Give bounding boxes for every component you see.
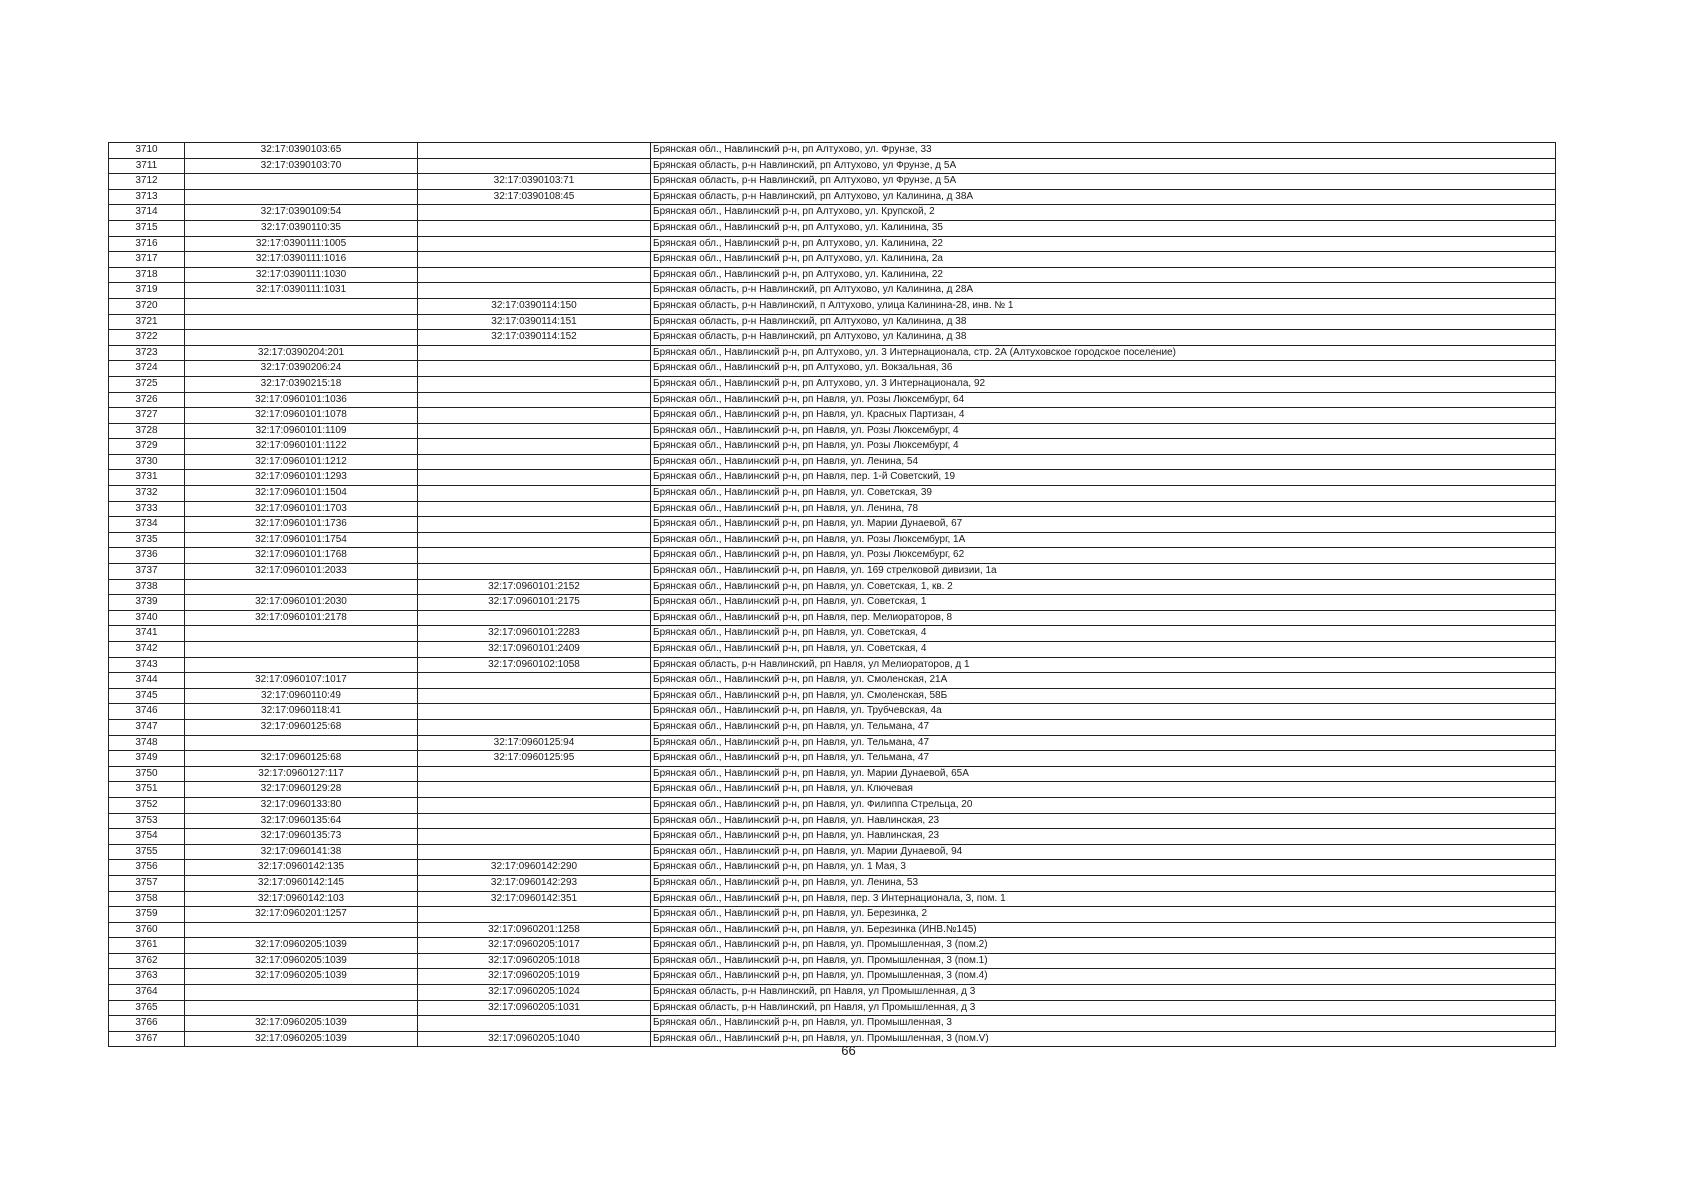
cadastral-number-building-cell [418,548,651,564]
table-row [109,376,1556,392]
table-row [109,330,1556,346]
cadastral-number-building-cell: 32:17:0960205:1019 [418,969,651,985]
row-number-cell: 3752 [109,797,185,813]
cadastral-number-cell [185,174,418,190]
row-number-cell: 3738 [109,579,185,595]
cadastral-number-building-cell [418,813,651,829]
cadastral-number-cell [185,189,418,205]
row-number-cell: 3732 [109,486,185,502]
table-row [109,610,1556,626]
cadastral-number-building-cell [418,408,651,424]
row-number-cell: 3718 [109,267,185,283]
cadastral-number-cell: 32:17:0960101:2178 [185,610,418,626]
row-number-cell: 3731 [109,470,185,486]
cadastral-number-building-cell [418,143,651,159]
row-number-cell: 3722 [109,330,185,346]
table-row [109,1000,1556,1016]
cadastral-number-cell: 32:17:0390111:1031 [185,283,418,299]
cadastral-number-building-cell [418,439,651,455]
row-number-cell: 3755 [109,844,185,860]
address-cell: Брянская обл., Навлинский р-н, рп Навля, ул. Ключевая [651,782,1556,798]
table-row [109,408,1556,424]
table-row [109,532,1556,548]
table-row [109,907,1556,923]
cadastral-number-cell: 32:17:0960101:2033 [185,564,418,580]
cadastral-number-building-cell: 32:17:0390108:45 [418,189,651,205]
row-number-cell: 3743 [109,657,185,673]
registry-table-body [109,143,1556,1047]
address-cell: Брянская обл., Навлинский р-н, рп Навля, ул. 169 стрелковой дивизии, 1а [651,564,1556,580]
cadastral-number-building-cell: 32:17:0960205:1040 [418,1031,651,1047]
address-cell: Брянская область, р-н Навлинский, рп Алтухово, ул Калинина, д 38 [651,330,1556,346]
address-cell: Брянская обл., Навлинский р-н, рп Алтухово, ул. Крупской, 2 [651,205,1556,221]
table-row [109,548,1556,564]
row-number-cell: 3712 [109,174,185,190]
cadastral-number-building-cell: 32:17:0960101:2283 [418,626,651,642]
cadastral-number-cell: 32:17:0960101:1078 [185,408,418,424]
address-cell: Брянская обл., Навлинский р-н, рп Алтухово, ул. Калинина, 35 [651,220,1556,236]
cadastral-number-building-cell [418,766,651,782]
row-number-cell: 3746 [109,704,185,720]
cadastral-number-building-cell [418,376,651,392]
row-number-cell: 3748 [109,735,185,751]
address-cell: Брянская обл., Навлинский р-н, рп Навля, ул. Советская, 4 [651,626,1556,642]
row-number-cell: 3734 [109,517,185,533]
address-cell: Брянская область, р-н Навлинский, рп Алтухово, ул Калинина, д 38 [651,314,1556,330]
row-number-cell: 3739 [109,595,185,611]
cadastral-number-building-cell [418,486,651,502]
row-number-cell: 3714 [109,205,185,221]
address-cell: Брянская обл., Навлинский р-н, рп Алтухово, ул. Вокзальная, 36 [651,361,1556,377]
cadastral-number-cell [185,298,418,314]
table-row [109,220,1556,236]
cadastral-number-building-cell: 32:17:0960101:2175 [418,595,651,611]
table-row [109,423,1556,439]
registry-table [108,142,1556,1047]
cadastral-number-cell: 32:17:0960107:1017 [185,673,418,689]
address-cell: Брянская обл., Навлинский р-н, рп Навля, ул. Розы Люксембург, 4 [651,423,1556,439]
table-row [109,283,1556,299]
cadastral-number-building-cell [418,454,651,470]
cadastral-number-building-cell [418,205,651,221]
table-row [109,719,1556,735]
cadastral-number-building-cell [418,688,651,704]
address-cell: Брянская обл., Навлинский р-н, рп Алтухово, ул. Фрунзе, 33 [651,143,1556,159]
address-cell: Брянская обл., Навлинский р-н, рп Алтухово, ул. 3 Интернационала, 92 [651,376,1556,392]
cadastral-number-building-cell [418,907,651,923]
table-row [109,922,1556,938]
row-number-cell: 3742 [109,642,185,658]
row-number-cell: 3717 [109,252,185,268]
cadastral-number-building-cell [418,470,651,486]
address-cell: Брянская обл., Навлинский р-н, рп Навля, пер. 3 Интернационала, 3, пом. 1 [651,891,1556,907]
cadastral-number-building-cell [418,673,651,689]
row-number-cell: 3730 [109,454,185,470]
cadastral-number-building-cell: 32:17:0960101:2409 [418,642,651,658]
address-cell: Брянская обл., Навлинский р-н, рп Навля, ул. Марии Дунаевой, 67 [651,517,1556,533]
cadastral-number-building-cell: 32:17:0960201:1258 [418,922,651,938]
table-row [109,470,1556,486]
row-number-cell: 3760 [109,922,185,938]
table-row [109,891,1556,907]
address-cell: Брянская обл., Навлинский р-н, рп Навля, ул. Тельмана, 47 [651,751,1556,767]
cadastral-number-cell: 32:17:0960129:28 [185,782,418,798]
table-row [109,564,1556,580]
cadastral-number-building-cell [418,564,651,580]
cadastral-number-building-cell [418,797,651,813]
cadastral-number-cell: 32:17:0960141:38 [185,844,418,860]
page-number: 66 [841,1043,856,1058]
address-cell: Брянская область, р-н Навлинский, п Алтухово, улица Калинина-28, инв. № 1 [651,298,1556,314]
address-cell: Брянская обл., Навлинский р-н, рп Навля, ул. Трубчевская, 4а [651,704,1556,720]
address-cell: Брянская обл., Навлинский р-н, рп Навля, ул. Ленина, 54 [651,454,1556,470]
cadastral-number-cell: 32:17:0960110:49 [185,688,418,704]
table-row [109,174,1556,190]
row-number-cell: 3721 [109,314,185,330]
row-number-cell: 3719 [109,283,185,299]
address-cell: Брянская обл., Навлинский р-н, рп Навля, ул. Березинка (ИНВ.№145) [651,922,1556,938]
row-number-cell: 3749 [109,751,185,767]
row-number-cell: 3724 [109,361,185,377]
row-number-cell: 3737 [109,564,185,580]
cadastral-number-cell: 32:17:0960205:1039 [185,1016,418,1032]
address-cell: Брянская обл., Навлинский р-н, рп Навля, ул. Розы Люксембург, 4 [651,439,1556,455]
table-row [109,1016,1556,1032]
cadastral-number-building-cell [418,267,651,283]
address-cell: Брянская обл., Навлинский р-н, рп Навля, ул. Советская, 39 [651,486,1556,502]
cadastral-number-cell: 32:17:0960142:135 [185,860,418,876]
address-cell: Брянская обл., Навлинский р-н, рп Навля, ул. Советская, 1 [651,595,1556,611]
table-row [109,143,1556,159]
table-row [109,439,1556,455]
cadastral-number-building-cell [418,610,651,626]
cadastral-number-building-cell: 32:17:0960205:1018 [418,953,651,969]
cadastral-number-cell [185,735,418,751]
row-number-cell: 3747 [109,719,185,735]
cadastral-number-building-cell: 32:17:0390114:151 [418,314,651,330]
table-row [109,595,1556,611]
table-row [109,236,1556,252]
cadastral-number-building-cell: 32:17:0960102:1058 [418,657,651,673]
cadastral-number-cell: 32:17:0960142:145 [185,875,418,891]
cadastral-number-cell: 32:17:0960135:73 [185,829,418,845]
cadastral-number-building-cell [418,423,651,439]
cadastral-number-building-cell: 32:17:0960205:1031 [418,1000,651,1016]
row-number-cell: 3767 [109,1031,185,1047]
row-number-cell: 3757 [109,875,185,891]
table-row [109,797,1556,813]
row-number-cell: 3720 [109,298,185,314]
cadastral-number-cell: 32:17:0960101:2030 [185,595,418,611]
cadastral-number-cell [185,314,418,330]
table-row [109,875,1556,891]
table-row [109,454,1556,470]
row-number-cell: 3725 [109,376,185,392]
cadastral-number-cell: 32:17:0390206:24 [185,361,418,377]
address-cell: Брянская обл., Навлинский р-н, рп Навля, ул. Промышленная, 3 (пом.2) [651,938,1556,954]
cadastral-number-cell: 32:17:0960101:1036 [185,392,418,408]
row-number-cell: 3751 [109,782,185,798]
table-row [109,766,1556,782]
cadastral-number-cell: 32:17:0960125:68 [185,719,418,735]
table-row [109,314,1556,330]
row-number-cell: 3729 [109,439,185,455]
row-number-cell: 3740 [109,610,185,626]
cadastral-number-cell: 32:17:0390109:54 [185,205,418,221]
table-row [109,642,1556,658]
table-row [109,345,1556,361]
address-cell: Брянская обл., Навлинский р-н, рп Алтухово, ул. Калинина, 22 [651,236,1556,252]
row-number-cell: 3727 [109,408,185,424]
address-cell: Брянская обл., Навлинский р-н, рп Алтухово, ул. 3 Интернационала, стр. 2А (Алтуховское городское поселение) [651,345,1556,361]
address-cell: Брянская обл., Навлинский р-н, рп Навля, ул. Советская, 1, кв. 2 [651,579,1556,595]
cadastral-number-cell: 32:17:0960205:1039 [185,938,418,954]
table-row [109,829,1556,845]
cadastral-number-building-cell [418,517,651,533]
cadastral-number-building-cell: 32:17:0960125:95 [418,751,651,767]
row-number-cell: 3759 [109,907,185,923]
cadastral-number-building-cell [418,158,651,174]
cadastral-number-cell: 32:17:0390103:70 [185,158,418,174]
table-row [109,813,1556,829]
cadastral-number-building-cell [418,501,651,517]
table-row [109,969,1556,985]
address-cell: Брянская обл., Навлинский р-н, рп Навля, ул. Марии Дунаевой, 94 [651,844,1556,860]
cadastral-number-building-cell: 32:17:0960142:290 [418,860,651,876]
row-number-cell: 3761 [109,938,185,954]
cadastral-number-building-cell [418,829,651,845]
address-cell: Брянская обл., Навлинский р-н, рп Навля, ул. Советская, 4 [651,642,1556,658]
table-row [109,860,1556,876]
cadastral-number-cell: 32:17:0960101:1736 [185,517,418,533]
row-number-cell: 3728 [109,423,185,439]
address-cell: Брянская область, р-н Навлинский, рп Алтухово, ул Калинина, д 28А [651,283,1556,299]
row-number-cell: 3744 [109,673,185,689]
table-row [109,938,1556,954]
table-row [109,361,1556,377]
table-row [109,751,1556,767]
cadastral-number-cell: 32:17:0390110:35 [185,220,418,236]
cadastral-number-building-cell [418,236,651,252]
cadastral-number-building-cell [418,220,651,236]
cadastral-number-cell [185,1000,418,1016]
cadastral-number-cell [185,985,418,1001]
address-cell: Брянская обл., Навлинский р-н, рп Навля, ул. Промышленная, 3 [651,1016,1556,1032]
cadastral-number-cell: 32:17:0960101:1109 [185,423,418,439]
row-number-cell: 3745 [109,688,185,704]
cadastral-number-cell: 32:17:0390215:18 [185,376,418,392]
cadastral-number-cell: 32:17:0960125:68 [185,751,418,767]
row-number-cell: 3754 [109,829,185,845]
cadastral-number-cell: 32:17:0390103:65 [185,143,418,159]
cadastral-number-cell: 32:17:0960101:1768 [185,548,418,564]
address-cell: Брянская обл., Навлинский р-н, рп Алтухово, ул. Калинина, 2а [651,252,1556,268]
row-number-cell: 3723 [109,345,185,361]
cadastral-number-cell: 32:17:0960205:1039 [185,969,418,985]
table-row [109,298,1556,314]
cadastral-number-building-cell [418,345,651,361]
address-cell: Брянская область, р-н Навлинский, рп Навля, ул Промышленная, д 3 [651,1000,1556,1016]
cadastral-number-building-cell [418,252,651,268]
address-cell: Брянская обл., Навлинский р-н, рп Навля, ул. Промышленная, 3 (пом.1) [651,953,1556,969]
address-cell: Брянская обл., Навлинский р-н, рп Навля, ул. Навлинская, 23 [651,829,1556,845]
table-row [109,782,1556,798]
address-cell: Брянская область, р-н Навлинский, рп Алтухово, ул Фрунзе, д 5А [651,158,1556,174]
row-number-cell: 3741 [109,626,185,642]
cadastral-number-cell [185,922,418,938]
cadastral-number-cell: 32:17:0960101:1754 [185,532,418,548]
address-cell: Брянская обл., Навлинский р-н, рп Навля, ул. Красных Партизан, 4 [651,408,1556,424]
table-row [109,252,1556,268]
table-row [109,392,1556,408]
table-row [109,953,1556,969]
table-row [109,985,1556,1001]
address-cell: Брянская обл., Навлинский р-н, рп Навля, ул. Тельмана, 47 [651,735,1556,751]
address-cell: Брянская обл., Навлинский р-н, рп Навля, ул. Промышленная, 3 (пом.4) [651,969,1556,985]
row-number-cell: 3766 [109,1016,185,1032]
cadastral-number-cell [185,657,418,673]
cadastral-number-cell: 32:17:0960101:1293 [185,470,418,486]
row-number-cell: 3758 [109,891,185,907]
table-row [109,517,1556,533]
row-number-cell: 3756 [109,860,185,876]
cadastral-number-building-cell [418,844,651,860]
cadastral-number-building-cell [418,283,651,299]
cadastral-number-cell: 32:17:0960133:80 [185,797,418,813]
cadastral-number-cell: 32:17:0390204:201 [185,345,418,361]
table-row [109,688,1556,704]
table-row [109,735,1556,751]
address-cell: Брянская обл., Навлинский р-н, рп Навля, ул. Смоленская, 21А [651,673,1556,689]
cadastral-number-building-cell [418,532,651,548]
cadastral-number-cell: 32:17:0960201:1257 [185,907,418,923]
row-number-cell: 3711 [109,158,185,174]
cadastral-number-cell [185,626,418,642]
row-number-cell: 3762 [109,953,185,969]
row-number-cell: 3763 [109,969,185,985]
address-cell: Брянская обл., Навлинский р-н, рп Навля, ул. Ленина, 53 [651,875,1556,891]
cadastral-number-cell: 32:17:0390111:1016 [185,252,418,268]
address-cell: Брянская область, р-н Навлинский, рп Навля, ул Мелиораторов, д 1 [651,657,1556,673]
cadastral-number-building-cell [418,782,651,798]
cadastral-number-cell [185,330,418,346]
address-cell: Брянская обл., Навлинский р-н, рп Навля, ул. Навлинская, 23 [651,813,1556,829]
address-cell: Брянская обл., Навлинский р-н, рп Навля, ул. Промышленная, 3 (пом.V) [651,1031,1556,1047]
cadastral-number-building-cell: 32:17:0390103:71 [418,174,651,190]
row-number-cell: 3713 [109,189,185,205]
cadastral-number-building-cell: 32:17:0960205:1017 [418,938,651,954]
cadastral-number-cell: 32:17:0960205:1039 [185,1031,418,1047]
cadastral-number-building-cell: 32:17:0390114:152 [418,330,651,346]
address-cell: Брянская обл., Навлинский р-н, рп Навля, ул. Розы Люксембург, 64 [651,392,1556,408]
row-number-cell: 3716 [109,236,185,252]
cadastral-number-building-cell: 32:17:0390114:150 [418,298,651,314]
address-cell: Брянская обл., Навлинский р-н, рп Навля, ул. Ленина, 78 [651,501,1556,517]
cadastral-number-cell: 32:17:0960101:1504 [185,486,418,502]
cadastral-number-cell: 32:17:0960101:1703 [185,501,418,517]
address-cell: Брянская обл., Навлинский р-н, рп Навля, ул. Филиппа Стрельца, 20 [651,797,1556,813]
cadastral-number-building-cell: 32:17:0960142:351 [418,891,651,907]
table-row [109,205,1556,221]
cadastral-number-cell: 32:17:0390111:1030 [185,267,418,283]
row-number-cell: 3735 [109,532,185,548]
cadastral-number-building-cell [418,392,651,408]
cadastral-number-building-cell: 32:17:0960101:2152 [418,579,651,595]
table-row [109,267,1556,283]
address-cell: Брянская обл., Навлинский р-н, рп Навля, ул. Смоленская, 58Б [651,688,1556,704]
cadastral-number-cell [185,579,418,595]
row-number-cell: 3736 [109,548,185,564]
table-row [109,844,1556,860]
address-cell: Брянская область, р-н Навлинский, рп Алтухово, ул Калинина, д 38А [651,189,1556,205]
cadastral-number-cell: 32:17:0960142:103 [185,891,418,907]
cadastral-number-building-cell: 32:17:0960142:293 [418,875,651,891]
row-number-cell: 3750 [109,766,185,782]
table-row [109,579,1556,595]
table-row [109,486,1556,502]
cadastral-number-cell: 32:17:0960118:41 [185,704,418,720]
cadastral-number-building-cell [418,719,651,735]
table-row [109,501,1556,517]
address-cell: Брянская область, р-н Навлинский, рп Алтухово, ул Фрунзе, д 5А [651,174,1556,190]
row-number-cell: 3726 [109,392,185,408]
row-number-cell: 3753 [109,813,185,829]
address-cell: Брянская обл., Навлинский р-н, рп Навля, ул. Березинка, 2 [651,907,1556,923]
table-row [109,704,1556,720]
address-cell: Брянская обл., Навлинский р-н, рп Алтухово, ул. Калинина, 22 [651,267,1556,283]
cadastral-number-cell: 32:17:0960205:1039 [185,953,418,969]
table-row [109,626,1556,642]
cadastral-number-cell [185,642,418,658]
address-cell: Брянская обл., Навлинский р-н, рп Навля, ул. Розы Люксембург, 1А [651,532,1556,548]
cadastral-number-cell: 32:17:0960127:117 [185,766,418,782]
table-row [109,158,1556,174]
table-row [109,189,1556,205]
table-row [109,673,1556,689]
cadastral-number-cell: 32:17:0960101:1122 [185,439,418,455]
address-cell: Брянская обл., Навлинский р-н, рп Навля, ул. Розы Люксембург, 62 [651,548,1556,564]
cadastral-number-building-cell [418,1016,651,1032]
address-cell: Брянская область, р-н Навлинский, рп Навля, ул Промышленная, д 3 [651,985,1556,1001]
address-cell: Брянская обл., Навлинский р-н, рп Навля, пер. 1-й Советский, 19 [651,470,1556,486]
cadastral-number-cell: 32:17:0390111:1005 [185,236,418,252]
cadastral-number-building-cell [418,361,651,377]
row-number-cell: 3715 [109,220,185,236]
cadastral-number-cell: 32:17:0960135:64 [185,813,418,829]
address-cell: Брянская обл., Навлинский р-н, рп Навля, ул. Марии Дунаевой, 65А [651,766,1556,782]
row-number-cell: 3710 [109,143,185,159]
address-cell: Брянская обл., Навлинский р-н, рп Навля, ул. 1 Мая, 3 [651,860,1556,876]
address-cell: Брянская обл., Навлинский р-н, рп Навля, ул. Тельмана, 47 [651,719,1556,735]
row-number-cell: 3764 [109,985,185,1001]
cadastral-number-cell: 32:17:0960101:1212 [185,454,418,470]
cadastral-number-building-cell [418,704,651,720]
row-number-cell: 3765 [109,1000,185,1016]
address-cell: Брянская обл., Навлинский р-н, рп Навля, пер. Мелиораторов, 8 [651,610,1556,626]
table-row [109,657,1556,673]
row-number-cell: 3733 [109,501,185,517]
cadastral-number-building-cell: 32:17:0960125:94 [418,735,651,751]
cadastral-number-building-cell: 32:17:0960205:1024 [418,985,651,1001]
